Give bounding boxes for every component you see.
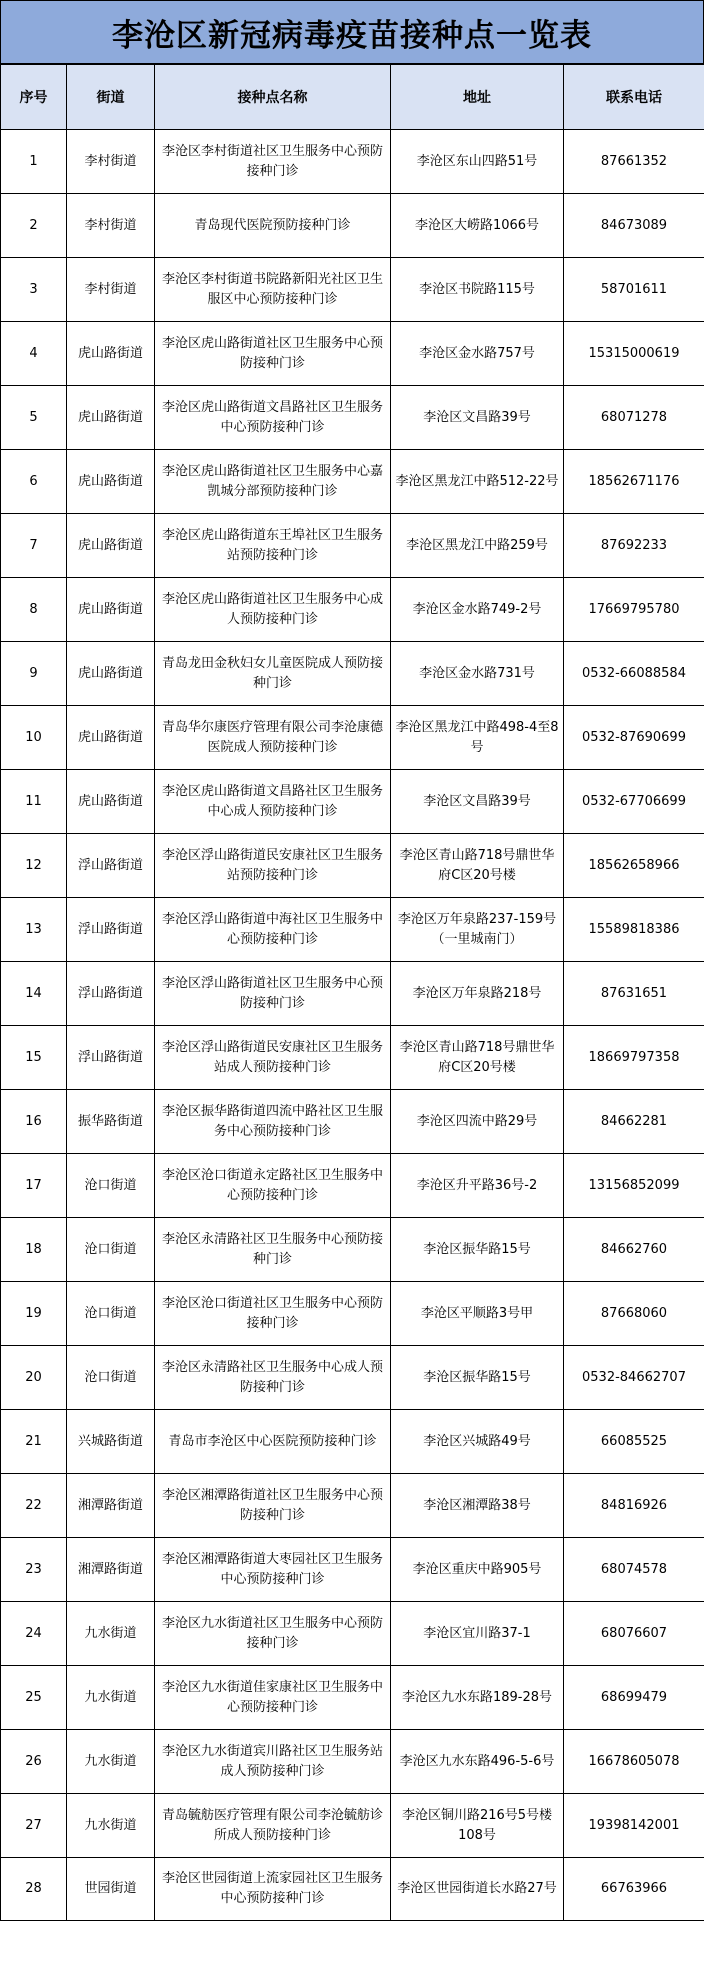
- cell-street: 虎山路街道: [67, 386, 155, 450]
- table-row: [1, 1154, 704, 1218]
- cell-site: 青岛市李沧区中心医院预防接种门诊: [155, 1410, 391, 1474]
- cell-no: 2: [1, 194, 67, 258]
- cell-no: 23: [1, 1538, 67, 1602]
- cell-no: 27: [1, 1794, 67, 1858]
- cell-no: 13: [1, 898, 67, 962]
- cell-address: 李沧区东山四路51号: [391, 130, 564, 194]
- table-row: [1, 322, 704, 386]
- cell-no: 20: [1, 1346, 67, 1410]
- cell-phone: 68074578: [564, 1538, 704, 1602]
- cell-street: 沧口街道: [67, 1282, 155, 1346]
- cell-site: 李沧区浮山路街道社区卫生服务中心预防接种门诊: [155, 962, 391, 1026]
- cell-no: 6: [1, 450, 67, 514]
- cell-no: 24: [1, 1602, 67, 1666]
- cell-street: 世园街道: [67, 1858, 155, 1921]
- header-street: 街道: [67, 65, 155, 130]
- cell-address: 李沧区文昌路39号: [391, 386, 564, 450]
- cell-street: 李村街道: [67, 258, 155, 322]
- cell-no: 3: [1, 258, 67, 322]
- cell-phone: 66763966: [564, 1858, 704, 1921]
- cell-site: 李沧区沧口街道社区卫生服务中心预防接种门诊: [155, 1282, 391, 1346]
- cell-no: 18: [1, 1218, 67, 1282]
- cell-site: 李沧区虎山路街道文昌路社区卫生服务中心预防接种门诊: [155, 386, 391, 450]
- header-phone: 联系电话: [564, 65, 704, 130]
- cell-no: 11: [1, 770, 67, 834]
- cell-street: 九水街道: [67, 1602, 155, 1666]
- cell-no: 21: [1, 1410, 67, 1474]
- cell-phone: 84816926: [564, 1474, 704, 1538]
- table-row: [1, 1538, 704, 1602]
- cell-no: 22: [1, 1474, 67, 1538]
- cell-no: 25: [1, 1666, 67, 1730]
- cell-street: 虎山路街道: [67, 706, 155, 770]
- cell-street: 浮山路街道: [67, 898, 155, 962]
- cell-phone: 87692233: [564, 514, 704, 578]
- table-row: [1, 1282, 704, 1346]
- cell-street: 浮山路街道: [67, 1026, 155, 1090]
- cell-phone: 0532-67706699: [564, 770, 704, 834]
- cell-address: 李沧区四流中路29号: [391, 1090, 564, 1154]
- cell-address: 李沧区万年泉路237-159号（一里城南门）: [391, 898, 564, 962]
- table-row: [1, 1858, 704, 1921]
- cell-address: 李沧区铜川路216号5号楼108号: [391, 1794, 564, 1858]
- cell-no: 4: [1, 322, 67, 386]
- cell-street: 虎山路街道: [67, 322, 155, 386]
- page-title: 李沧区新冠病毒疫苗接种点一览表: [112, 17, 592, 54]
- table-row: [1, 1346, 704, 1410]
- table-row: [1, 706, 704, 770]
- cell-site: 青岛华尔康医疗管理有限公司李沧康德医院成人预防接种门诊: [155, 706, 391, 770]
- cell-site: 青岛龙田金秋妇女儿童医院成人预防接种门诊: [155, 642, 391, 706]
- cell-no: 26: [1, 1730, 67, 1794]
- cell-phone: 19398142001: [564, 1794, 704, 1858]
- cell-address: 李沧区黑龙江中路259号: [391, 514, 564, 578]
- cell-site: 李沧区浮山路街道中海社区卫生服务中心预防接种门诊: [155, 898, 391, 962]
- cell-street: 湘潭路街道: [67, 1474, 155, 1538]
- cell-street: 浮山路街道: [67, 834, 155, 898]
- cell-street: 虎山路街道: [67, 770, 155, 834]
- table-row: [1, 130, 704, 194]
- cell-no: 1: [1, 130, 67, 194]
- cell-address: 李沧区九水东路496-5-6号: [391, 1730, 564, 1794]
- cell-phone: 68076607: [564, 1602, 704, 1666]
- cell-no: 14: [1, 962, 67, 1026]
- cell-site: 李沧区虎山路街道社区卫生服务中心预防接种门诊: [155, 322, 391, 386]
- header-site: 接种点名称: [155, 65, 391, 130]
- cell-no: 10: [1, 706, 67, 770]
- cell-site: 李沧区沧口街道永定路社区卫生服务中心预防接种门诊: [155, 1154, 391, 1218]
- cell-site: 李沧区李村街道书院路新阳光社区卫生服区中心预防接种门诊: [155, 258, 391, 322]
- table-row: [1, 1218, 704, 1282]
- cell-site: 李沧区永清路社区卫生服务中心成人预防接种门诊: [155, 1346, 391, 1410]
- cell-phone: 18669797358: [564, 1026, 704, 1090]
- cell-address: 李沧区振华路15号: [391, 1218, 564, 1282]
- cell-street: 振华路街道: [67, 1090, 155, 1154]
- table-row: [1, 770, 704, 834]
- cell-street: 虎山路街道: [67, 578, 155, 642]
- cell-phone: 68071278: [564, 386, 704, 450]
- cell-phone: 66085525: [564, 1410, 704, 1474]
- cell-phone: 17669795780: [564, 578, 704, 642]
- cell-phone: 87668060: [564, 1282, 704, 1346]
- cell-street: 虎山路街道: [67, 450, 155, 514]
- cell-site: 李沧区世园街道上流家园社区卫生服务中心预防接种门诊: [155, 1858, 391, 1921]
- cell-street: 沧口街道: [67, 1154, 155, 1218]
- cell-address: 李沧区金水路749-2号: [391, 578, 564, 642]
- title-bar: [0, 0, 704, 64]
- cell-phone: 15315000619: [564, 322, 704, 386]
- table-row: [1, 578, 704, 642]
- cell-street: 九水街道: [67, 1730, 155, 1794]
- cell-address: 李沧区九水东路189-28号: [391, 1666, 564, 1730]
- table-row: [1, 1666, 704, 1730]
- table-row: [1, 258, 704, 322]
- cell-address: 李沧区青山路718号鼎世华府C区20号楼: [391, 834, 564, 898]
- cell-address: 李沧区书院路115号: [391, 258, 564, 322]
- cell-no: 5: [1, 386, 67, 450]
- cell-no: 8: [1, 578, 67, 642]
- cell-phone: 0532-84662707: [564, 1346, 704, 1410]
- cell-address: 李沧区金水路731号: [391, 642, 564, 706]
- cell-phone: 84662281: [564, 1090, 704, 1154]
- cell-phone: 16678605078: [564, 1730, 704, 1794]
- cell-no: 7: [1, 514, 67, 578]
- cell-no: 17: [1, 1154, 67, 1218]
- cell-street: 九水街道: [67, 1794, 155, 1858]
- cell-address: 李沧区重庆中路905号: [391, 1538, 564, 1602]
- cell-phone: 13156852099: [564, 1154, 704, 1218]
- table-row: [1, 834, 704, 898]
- cell-address: 李沧区升平路36号-2: [391, 1154, 564, 1218]
- cell-address: 李沧区振华路15号: [391, 1346, 564, 1410]
- table-row: [1, 386, 704, 450]
- table-row: [1, 194, 704, 258]
- vaccination-sites-table: [0, 64, 704, 1921]
- cell-street: 九水街道: [67, 1666, 155, 1730]
- cell-address: 李沧区文昌路39号: [391, 770, 564, 834]
- cell-site: 李沧区湘潭路街道社区卫生服务中心预防接种门诊: [155, 1474, 391, 1538]
- cell-site: 李沧区虎山路街道东王埠社区卫生服务站预防接种门诊: [155, 514, 391, 578]
- cell-phone: 68699479: [564, 1666, 704, 1730]
- table-row: [1, 1474, 704, 1538]
- cell-site: 李沧区李村街道社区卫生服务中心预防接种门诊: [155, 130, 391, 194]
- cell-street: 虎山路街道: [67, 642, 155, 706]
- cell-phone: 18562671176: [564, 450, 704, 514]
- cell-address: 李沧区兴城路49号: [391, 1410, 564, 1474]
- table-header-row: [1, 65, 704, 130]
- cell-address: 李沧区黑龙江中路498-4至8号: [391, 706, 564, 770]
- header-address: 地址: [391, 65, 564, 130]
- header-no: 序号: [1, 65, 67, 130]
- cell-address: 李沧区世园街道长水路27号: [391, 1858, 564, 1921]
- cell-street: 沧口街道: [67, 1218, 155, 1282]
- cell-street: 浮山路街道: [67, 962, 155, 1026]
- cell-site: 李沧区虎山路街道社区卫生服务中心嘉凯城分部预防接种门诊: [155, 450, 391, 514]
- cell-address: 李沧区湘潭路38号: [391, 1474, 564, 1538]
- cell-street: 沧口街道: [67, 1346, 155, 1410]
- cell-street: 湘潭路街道: [67, 1538, 155, 1602]
- cell-no: 28: [1, 1858, 67, 1921]
- cell-phone: 15589818386: [564, 898, 704, 962]
- cell-site: 李沧区浮山路街道民安康社区卫生服务站预防接种门诊: [155, 834, 391, 898]
- cell-phone: 84662760: [564, 1218, 704, 1282]
- cell-site: 李沧区九水街道宾川路社区卫生服务站成人预防接种门诊: [155, 1730, 391, 1794]
- cell-phone: 87631651: [564, 962, 704, 1026]
- table-row: [1, 1026, 704, 1090]
- cell-no: 19: [1, 1282, 67, 1346]
- cell-no: 9: [1, 642, 67, 706]
- cell-no: 12: [1, 834, 67, 898]
- table-row: [1, 642, 704, 706]
- cell-street: 兴城路街道: [67, 1410, 155, 1474]
- cell-street: 虎山路街道: [67, 514, 155, 578]
- cell-address: 李沧区黑龙江中路512-22号: [391, 450, 564, 514]
- table-row: [1, 898, 704, 962]
- table-row: [1, 1410, 704, 1474]
- cell-site: 李沧区湘潭路街道大枣园社区卫生服务中心预防接种门诊: [155, 1538, 391, 1602]
- cell-phone: 0532-66088584: [564, 642, 704, 706]
- cell-phone: 87661352: [564, 130, 704, 194]
- cell-street: 李村街道: [67, 194, 155, 258]
- cell-address: 李沧区万年泉路218号: [391, 962, 564, 1026]
- cell-site: 李沧区虎山路街道社区卫生服务中心成人预防接种门诊: [155, 578, 391, 642]
- cell-site: 李沧区九水街道社区卫生服务中心预防接种门诊: [155, 1602, 391, 1666]
- cell-address: 李沧区青山路718号鼎世华府C区20号楼: [391, 1026, 564, 1090]
- cell-phone: 58701611: [564, 258, 704, 322]
- table-body: [1, 130, 704, 1921]
- cell-site: 李沧区浮山路街道民安康社区卫生服务站成人预防接种门诊: [155, 1026, 391, 1090]
- cell-site: 青岛毓舫医疗管理有限公司李沧毓舫诊所成人预防接种门诊: [155, 1794, 391, 1858]
- cell-address: 李沧区大崂路1066号: [391, 194, 564, 258]
- cell-address: 李沧区平顺路3号甲: [391, 1282, 564, 1346]
- table-row: [1, 1730, 704, 1794]
- cell-phone: 84673089: [564, 194, 704, 258]
- cell-phone: 0532-87690699: [564, 706, 704, 770]
- table-row: [1, 962, 704, 1026]
- cell-site: 李沧区虎山路街道文昌路社区卫生服务中心成人预防接种门诊: [155, 770, 391, 834]
- cell-phone: 18562658966: [564, 834, 704, 898]
- table-row: [1, 1090, 704, 1154]
- table-row: [1, 1794, 704, 1858]
- cell-address: 李沧区宜川路37-1: [391, 1602, 564, 1666]
- cell-site: 李沧区九水街道佳家康社区卫生服务中心预防接种门诊: [155, 1666, 391, 1730]
- cell-no: 15: [1, 1026, 67, 1090]
- table-row: [1, 1602, 704, 1666]
- cell-street: 李村街道: [67, 130, 155, 194]
- table-row: [1, 450, 704, 514]
- cell-address: 李沧区金水路757号: [391, 322, 564, 386]
- cell-site: 李沧区永清路社区卫生服务中心预防接种门诊: [155, 1218, 391, 1282]
- table-row: [1, 514, 704, 578]
- cell-site: 李沧区振华路街道四流中路社区卫生服务中心预防接种门诊: [155, 1090, 391, 1154]
- cell-site: 青岛现代医院预防接种门诊: [155, 194, 391, 258]
- cell-no: 16: [1, 1090, 67, 1154]
